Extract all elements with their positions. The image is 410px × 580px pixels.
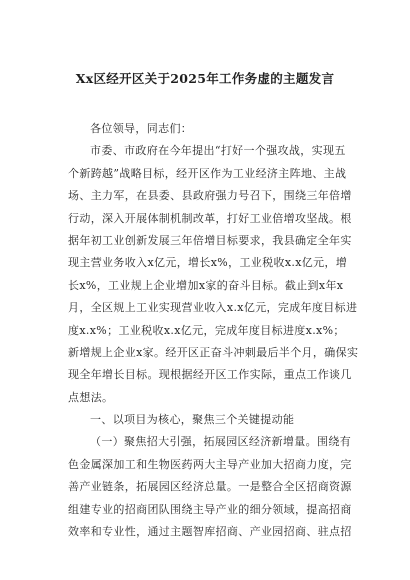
paragraph-line: 长x%，工业规上企业增加x家的奋斗目标。截止到x年x bbox=[68, 278, 344, 292]
section-heading: 一、以项目为核心，聚焦三个关键提动能 bbox=[90, 413, 295, 427]
paragraph-line: 行动，深入开展体制机制改革，打好工业倍增攻坚战。根 bbox=[68, 211, 352, 225]
paragraph-line: 月，全区规上工业实现营业收入x.x亿元，完成年度目标进 bbox=[68, 301, 358, 315]
paragraph-line: 现全年增长目标。现根据经开区工作实际，重点工作谈几 bbox=[68, 368, 352, 382]
paragraph-line: 场、主力军，在县委、县政府强力号召下，围绕三年倍增 bbox=[68, 189, 352, 203]
paragraph-line: 组建专业的招商团队围绕主导产业的细分领域，提高招商 bbox=[68, 502, 352, 516]
paragraph-line: 市委、市政府在今年提出“打好一个强攻战，实现五 bbox=[90, 144, 346, 158]
paragraph-line: 据年初工业创新发展三年倍增目标要求，我县确定全年实 bbox=[68, 233, 352, 247]
paragraph-line: 新增规上企业x家。经开区正奋斗冲刺最后半个月，确保实 bbox=[68, 345, 359, 359]
document-body bbox=[68, 118, 359, 543]
paragraph-line: 色金属深加工和生物医药两大主导产业加大招商力度，完 bbox=[68, 457, 352, 471]
paragraph-line: 现主营业务收入x亿元，增长x%，工业税收x.x亿元，增 bbox=[68, 256, 348, 270]
paragraph-line: 个新跨越”战略目标，经开区作为工业经济主阵地、主战 bbox=[68, 166, 347, 180]
paragraph-line: 效率和专业性，通过主题智库招商、产业园招商、驻点招 bbox=[68, 525, 352, 539]
salutation: 各位领导，同志们： bbox=[90, 122, 193, 135]
paragraph-line: （一）聚焦招大引强，拓展园区经济新增量。围绕有 bbox=[90, 435, 352, 449]
paragraph-line: 度x.x%；工业税收x.x亿元，完成年度目标进度x.x%； bbox=[68, 323, 345, 337]
paragraph-line: 善产业链条，拓展园区经济总量。一是整合全区招商资源 bbox=[68, 480, 352, 494]
document-title: Xx区经开区关于2025年工作务虚的主题发言 bbox=[75, 71, 335, 86]
paragraph-line: 点想法。 bbox=[68, 390, 114, 404]
